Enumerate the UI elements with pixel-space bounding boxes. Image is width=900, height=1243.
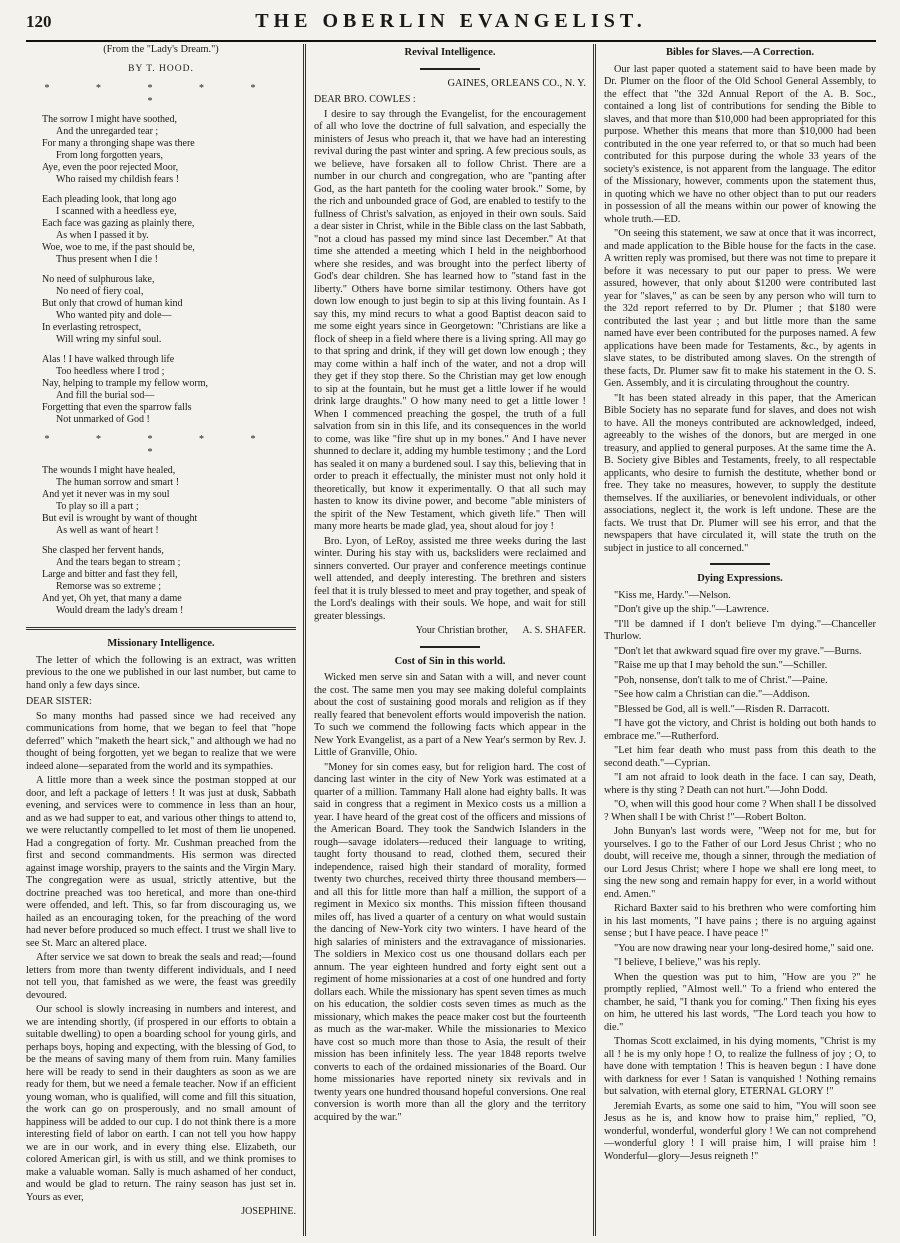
dying-quote: "O, when will this good hour come ? When shall I be dissolved ? When shall I be with Christ !"—Robert Bolton.	[604, 799, 876, 823]
poem-line: No need of sulphurous lake,	[42, 274, 155, 285]
poem-line: No need of fiery coal,	[56, 286, 144, 297]
poem-line: Forgetting that even the sparrow falls	[42, 402, 192, 413]
poem-byline: BY T. HOOD.	[128, 63, 194, 74]
page-number: 120	[26, 12, 52, 31]
poem-stanza	[42, 274, 296, 346]
poem-line: From long forgotten years,	[56, 150, 164, 161]
poem-line: But evil is wrought by want of thought	[42, 513, 198, 524]
dying-quote: "I have got the victory, and Christ is holding out both hands to embrace me."—Rutherford.	[604, 718, 876, 742]
dying-quote: "See how calm a Christian can die."—Addison.	[614, 689, 810, 700]
revival-salutation: DEAR BRO. COWLES :	[314, 94, 416, 105]
poem-line: Will wring my sinful soul.	[56, 334, 162, 345]
poem-line: Large and bitter and fast they fell,	[42, 569, 178, 580]
letter-paragraph: So many months had passed since we had received any communications from home, that we began to feel that "hope deferred" which "maketh the heart sick," and although we had no thought of being forgotten, yet we began to realize that we were indeed alone—separated from the world and its sympathies.	[26, 710, 296, 772]
bibles-paragraph: "On seeing this statement, we saw at once that it was incorrect, and made application to the Bible house for the facts in the case. A written reply was promised, but there was not time to prepare it before it was necessary to put our paper to press. We were assured, however, that only about $1200 were contributed last year for "slaves," as can be seen by any person who will turn to the 32d report referred to by Dr. Plumer ; that $180 were contributed the last year ; and but little more than the same named have ever been contributed for the purposes named. A few applications have been made for Testaments, &c., by agents in slave states, to be distributed among slaves. On the strength of these facts, Dr. Plumer saw fit to make his statement in the O. S. Gen. Assembly, and it is circulating throughout the country.	[604, 228, 876, 389]
column-rule-left	[303, 44, 306, 1236]
poem-line: Woe, woe to me, if the past should be,	[42, 242, 195, 253]
dying-quote: "Raise me up that I may behold the sun."—Schiller.	[614, 660, 828, 671]
dying-list	[604, 590, 876, 1164]
poem-line: In everlasting retrospect,	[42, 322, 142, 333]
poem-stanza	[42, 465, 296, 537]
poem-line: And yet it never was in my soul	[42, 489, 170, 500]
stars-divider: * * * * * *	[44, 434, 278, 458]
poem-line: Who raised my childish fears !	[56, 174, 180, 185]
poem-line: As when I passed it by.	[56, 230, 149, 241]
dying-quote: "Let him fear death who must pass from this death to the second death."—Cyprian.	[604, 745, 876, 769]
missionary-intro: The letter of which the following is an extract, was written previous to the one we published in our last number, but came to hand only a few days since.	[26, 654, 296, 691]
signoff-text: Your Christian brother,	[415, 625, 508, 636]
poem-stanza	[42, 194, 296, 266]
poem-line: Too heedless where I trod ;	[56, 366, 165, 377]
poem-line: Aye, even the poor rejected Moor,	[42, 162, 179, 173]
missionary-heading: Missionary Intelligence.	[107, 638, 215, 649]
stars-divider: * * * * * *	[44, 83, 278, 107]
cost-heading: Cost of Sin in this world.	[394, 655, 506, 667]
dying-quote: "Don't let that awkward squad fire over my grave."—Burns.	[614, 645, 862, 657]
poem-line: And yet, Oh yet, that many a dame	[42, 593, 182, 604]
poem-line: For many a thronging shape was there	[42, 138, 195, 149]
bibles-paragraph: "It has been stated already in this paper, that the American Bible Society has no separate fund for slaves, and does not wish to have. All the moneys contributed are acknowledged, indeed, agreeably to the wishes of the donors, but are merged in one treasury, and applied to general purposes. At the same time the A. B. Society give Bibles and Testaments, freely, to all respectable applicants, who desire to furnish the destitute, whether bond or free. They take no measures, however, to supply the destitute themselves. If the auxiliaries, or benevolent individuals, or other associations, neglect it, the work is left undone. These are the facts. We trust that Dr. Plumer will see his error, and that the newspapers that have circulated it, will state the truth on the subject in justice to all concerned."	[604, 392, 876, 554]
column-2	[314, 44, 586, 1236]
dying-quote: "You are now drawing near your long-desired home," said one.	[614, 942, 874, 954]
dying-quote: John Bunyan's last words were, "Weep not for me, but for yourselves. I go to the Father of our Lord Jesus Christ ; who no doubt, will receive me, though a sinner, through the mediation of our Lord Jesus Christ; where I hope we shall ere long meet, to sing the new song and remain happy for ever, in a world without end. Amen."	[604, 826, 876, 900]
poem-line: And the tears began to stream ;	[56, 557, 181, 568]
cost-paragraph: Wicked men serve sin and Satan with a will, and never count the cost. The same men you may see making doleful complaints about the cost of sustaining good morals and religion as if they really feared that benevolent efforts would impoverish the nation. To such we commend the following facts which appear in the New York Evangelist, as a part of a New Year's sermon by Rev. J. Little of Granville, Ohio.	[314, 672, 586, 758]
dying-quote: When the question was put to him, "How are you ?" he promptly replied, "Almost well." To a friend who entered the chamber, he said, "I thank you for coming." Then fixing his eyes on him, he uttered his last words, "The Lord teach you how to die."	[604, 971, 876, 1033]
revival-paragraph: Bro. Lyon, of LeRoy, assisted me three weeks during the last winter. During his stay with us, backsliders were reclaimed and sinners converted. Our prayer and conference meetings continue well attended, and deeply interesting. The brethren and sisters feel that it is truly blessed to meet and pray together, and speak of the Lord's dealings with their souls. We hope, and wait for still greater blessings.	[314, 535, 586, 622]
dying-quote: "Don't give up the ship."—Lawrence.	[614, 604, 769, 615]
poem-line: Remorse was so extreme ;	[56, 581, 161, 592]
poem-source: (From the "Lady's Dream.")	[103, 44, 219, 55]
letter-paragraph: A little more than a week since the postman stopped at our door, and left a package of letters ! It was just at dusk, Sabbath evening, and services were to commence in less than an hour, and as we had supper to eat, and various other things to attend to, we were reluctantly compelled to let most of them lie unopened. Had a congregation of forty. Mr. Cushman preached from the first and second commandments. His sermon was directed against image worship, prayers to the saints and the Virgin Mary. The congregation were as usual, strictly attentive, but the doctrine preached was too heretical, and more than one-third were offended, and left. This, so far from discouraging us, we hailed as an encouraging token, for the preaching of the word had never before produced so much effect. I trust we shall live to see St. Marc an altered place.	[26, 775, 296, 949]
heading-rule	[420, 68, 480, 70]
dying-quote: "Poh, nonsense, don't talk to me of Christ."—Paine.	[614, 674, 828, 686]
poem-stanza	[42, 545, 296, 617]
column-rule-right	[593, 44, 596, 1236]
section-rule	[710, 563, 770, 565]
bibles-paragraph: Our last paper quoted a statement said to have been made by Dr. Plumer on the floor of the Old School General Assembly, to the effect that "the 32d Annual Report of the A. B. Soc., contained a long list of contributions for sending the Bible to slaves, and that more than $10,000 had been appropriated for this purpose. Whether this means that more than $10,000 had been contributed in the one year referred to, or that so much had been contributed for this purpose during the whole 33 years of the society's existence, is not apparent from the language. The editor of the Missionary, however, comments upon the statement thus, in quoting which we have no other object than to put our readers in possession of all the means within our power of knowing the whole truth.—ED.	[604, 63, 876, 225]
poem-stanza	[42, 114, 296, 186]
dying-quote: "I'll be damned if I don't believe I'm dying."—Chanceller Thurlow.	[604, 618, 876, 642]
poem-line: But only that crowd of human kind	[42, 298, 183, 309]
poem-stanza	[42, 354, 296, 426]
signoff-name: A. S. SHAFER.	[522, 625, 586, 636]
dying-quote: Jeremiah Evarts, as some one said to him, "You will soon see Jesus as he is, and know how to praise him," replied, "O, wonderful, wonderful, wonderful glory ! We can not comprehend—wonderful glory ! I will praise him, I will praise him ! Wonderful—glory—Jesus reigneth !"	[604, 1100, 876, 1162]
poem-line: Would dream the lady's dream !	[56, 605, 184, 616]
letter-signature: JOSEPHINE.	[241, 1206, 296, 1217]
poem-line: Thus present when I die !	[56, 254, 158, 265]
poem-line: Not unmarked of God !	[56, 414, 150, 425]
dying-quote: Thomas Scott exclaimed, in his dying moments, "Christ is my all ! he is my only hope ! O, to realize the fullness of joy ; O, to have done with temptation ! This is heaven begun : I have done with darkness for ever ! Satan is vanquished ! Nothing remains but salvation, with eternal glory, ETERNAL GLORY !"	[604, 1036, 876, 1097]
section-rule	[26, 627, 296, 630]
revival-signoff	[314, 625, 586, 638]
poem-line: I scanned with a heedless eye,	[56, 206, 177, 217]
poem-line: The sorrow I might have soothed,	[42, 114, 177, 125]
poem-line: She clasped her fervent hands,	[42, 545, 164, 556]
poem-line: Alas ! I have walked through life	[42, 354, 175, 365]
section-rule	[420, 646, 480, 648]
poem-line: Nay, helping to trample my fellow worm,	[42, 378, 208, 389]
poem-line: Each face was gazing as plainly there,	[42, 218, 195, 229]
dying-quote: "I am not afraid to look death in the face. I can say, Death, where is thy sting ? Death can not hurt."—John Dodd.	[604, 772, 876, 796]
dying-quote: "Blessed be God, all is well."—Risden R. Darracott.	[614, 703, 830, 715]
poem-line: As well as want of heart !	[56, 525, 159, 536]
letter-paragraph: Our school is slowly increasing in numbers and interest, and we are intending shortly, (if prospered in our efforts to obtain a suitable dwelling) to open a boarding school for young girls, and perhaps boys, hoping and expecting, with the blessing of God, to be the means of saving many of them from ruin. Many families here will be ready to send in their daughters as soon as we are ready for them, but we need a female teacher. Now if an efficient young woman, who is qualified, will come and fill this situation, the work can go on prosperously, and no small amount of happiness will be added to our cup. I do not think there is a more interesting field of labor on earth. I can not tell you how happy we are in our work, and in every thing else. Elizabeth, our colored American girl, is with us still, and we think promises to make a valuable woman. Sally is much ashamed of her conduct, and would be glad to return. The rainy season has just set in. Yours as ever,	[26, 1004, 296, 1203]
paper-title: THE OBERLIN EVANGELIST.	[255, 10, 647, 32]
column-1	[26, 44, 296, 1236]
dying-heading: Dying Expressions.	[697, 573, 783, 584]
poem-line: The human sorrow and smart !	[56, 477, 180, 488]
revival-dateline: GAINES, ORLEANS CO., N. Y.	[447, 77, 586, 89]
revival-paragraph: I desire to say through the Evangelist, for the encouragement of all who love the doctrine of full salvation, and especially the ministers of Jesus who preach it, that we have had an interesting revival during the past winter and spring. A few precious souls, as we believe, have forsaken all to follow Christ. There are a number in our church and congregation, who are "panting after God, as the hart panteth for the cooling water brook." Some, by the rich and unbounded grace of God, are enabled to testify to the fullness of Christ's salvation, as enjoyed in their own souls. Said a dear sister in Christ, while in the Bible class on the last Sabbath, "not a cloud has passed my mind since last December." At that time she attended a meeting which I held in the neighborhood where she resides, and was brought into the perfect liberty of God's dear children. She has learned how to "stand fast in the liberty." Others have borne similar testimony. Others have got down low enough to just begin to sip at this living fountain. As I say this, my mind recurs to what a good Baptist deacon said to me some eight years since in Georgetown: "Christians are like a flock of sheep in a field where there is a living spring. All may go to that spring and drink, if they will get down low enough ; they may come within a half inch of the water, and not a drop will they get if they stop there. So the Christian may get low enough to sip at the fountain, but he must get a little lower if he would drink large draughts." O how many need to get a little lower ! When I commenced preaching the gospel, the truth of a full salvation from sin in this life, and its consequences in the world to come, was like "fire shut up in my bones." And I have never shunned to declare it, adding my humble testimony ; and the Lord has sealed it on many a burdened soul. I say this, believing that in order to preach it effectually, the minister must not only hold it theoretically, but know it experimentally. O that all such may hasten to know its divine power, and become "able ministers of the spirit of the New Testament, which giveth life." Then will many more hearts be made glad, yea, shout aloud for joy !	[314, 108, 586, 532]
dying-quote: Richard Baxter said to his brethren who were comforting him in his last moments, "I have pains ; there is no arguing against sense ; but I have peace. I have peace !"	[604, 903, 876, 939]
cost-paragraph: "Money for sin comes easy, but for religion hard. The cost of dancing last winter in the city of New York was estimated at a quarter of a million. Tammany Hall alone had eighty balls. It was said in congress that a regiment in Mexico costs us a million a year. I have heard of the great cost of the officers and missions of the American Board. They took the Sandwich Islanders in the rough—savage idolaters—reduced their language to writing, taught forty thousand to read, clothed them, secured their independence, raised high their standard of morality, formed twenty two churches, received thirty three thousand members—and all this for little more than half a million, the support of a regiment in Mexico six months. This mission fifteen thousand miles off, has lived a quarter of a century on what would sustain the dancing of New-York city two winters. I have heard of the high salaries of ministers and the extravagance of missionaries. The soldiers in Mexico cost us one thousand dollars each per annum. The year eighteen hundred and forty eight sent out a regiment of home missionaries at a cost of one hundred and forty dollars each. While the missionary has spent seven times as much on his education, the soldier costs seven times as much as the missionary, which makes the peace maker cost but the fourteenth as much as the war-maker. While the missionaries to Mexico have cost so much more than those to Asia, the result of their mission has been infinitely less. The year 1848 reports twelve converts to each of the ordained missionaries of the Board. Our home missionaries have reported ninety six revivals and in twenty years one hundred thousand hopeful conversions. One real conversion is worth more than all the glory and the territory acquired by the war."	[314, 761, 586, 1123]
revival-heading: Revival Intelligence.	[404, 47, 496, 58]
poem-line: Each pleading look, that long ago	[42, 194, 177, 205]
letter-salutation: DEAR SISTER:	[26, 696, 92, 707]
letter-paragraph: After service we sat down to break the seals and read;—found letters from more than twenty different individuals, and I need not tell you, that famished as we were, the feast was greedily devoured.	[26, 952, 296, 1001]
poem-line: And fill the burial sod—	[56, 390, 155, 401]
poem-line: The wounds I might have healed,	[42, 465, 176, 476]
dying-quote: "I believe, I believe," was his reply.	[614, 957, 761, 968]
column-3	[604, 44, 876, 1236]
dying-quote: "Kiss me, Hardy."—Nelson.	[614, 589, 731, 601]
bibles-heading: Bibles for Slaves.—A Correction.	[665, 47, 815, 58]
poem-line: To play so ill a part ;	[56, 501, 139, 512]
masthead	[26, 8, 876, 42]
poem-line: Who wanted pity and dole—	[56, 310, 172, 321]
poem-line: And the unregarded tear ;	[56, 126, 159, 137]
